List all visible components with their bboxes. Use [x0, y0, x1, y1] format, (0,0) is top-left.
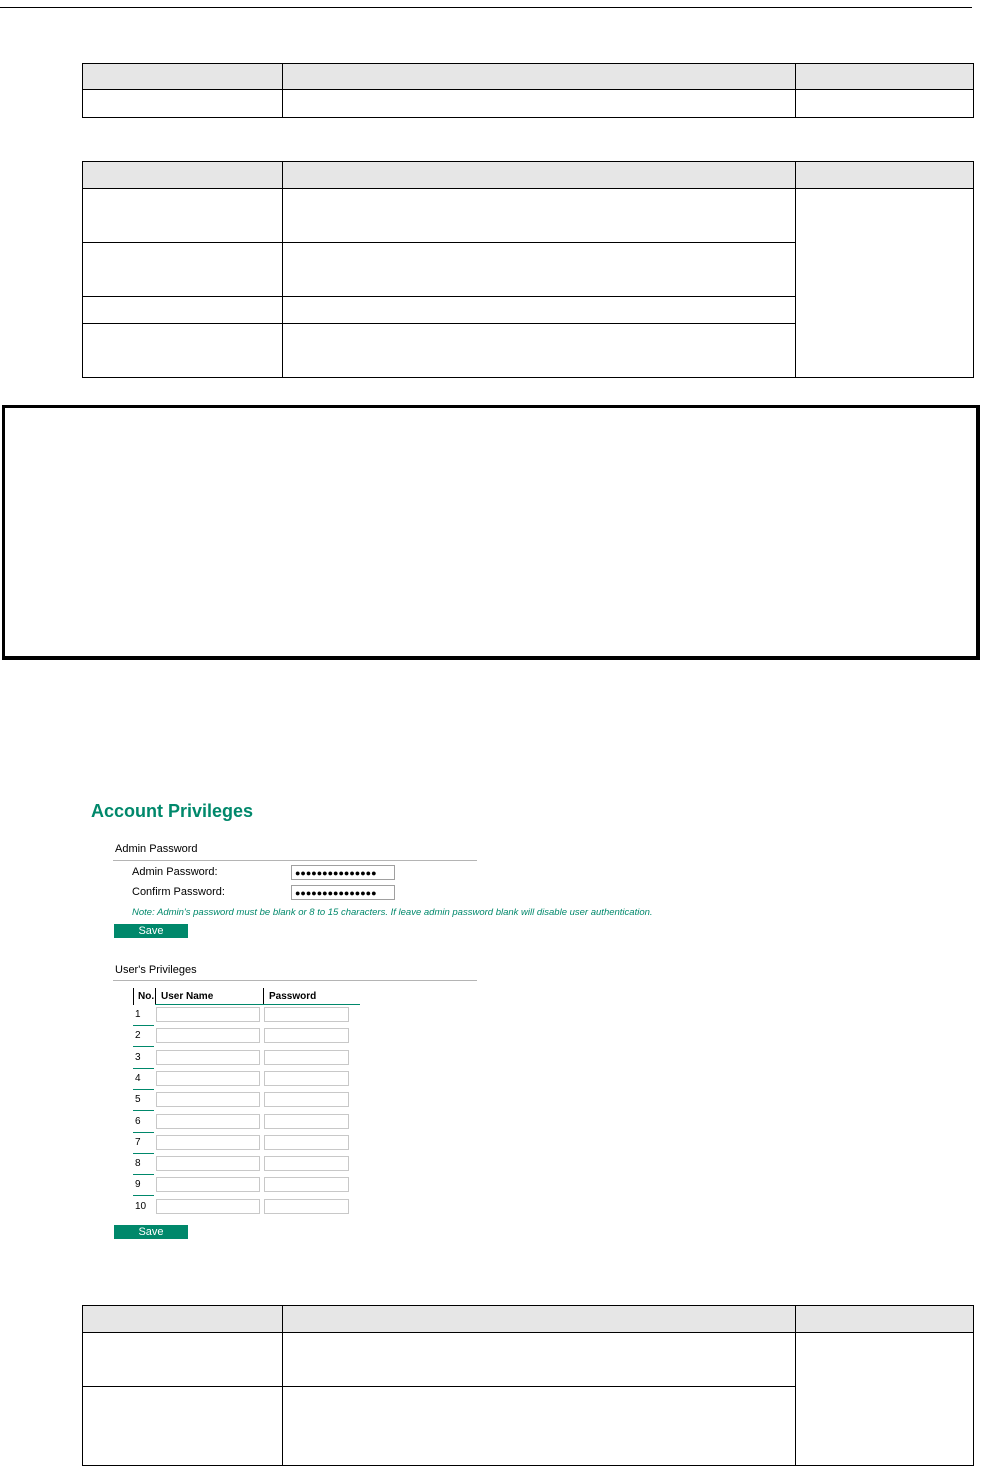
account-privileges-panel [90, 800, 690, 1250]
note-box [2, 405, 980, 660]
row-underline [133, 1174, 154, 1175]
row-number: 7 [135, 1137, 141, 1148]
table-cell [283, 90, 796, 118]
table-cell [796, 1333, 974, 1466]
row-underline [133, 1132, 154, 1133]
settings-table-2 [82, 161, 974, 378]
row-underline [133, 1153, 154, 1154]
settings-table-1 [82, 63, 974, 118]
password-input[interactable] [264, 1092, 349, 1107]
table-header-cell [283, 1306, 796, 1333]
user-name-input[interactable] [156, 1135, 260, 1150]
password-input[interactable] [264, 1114, 349, 1129]
password-input[interactable] [264, 1177, 349, 1192]
table-header-cell [83, 162, 283, 189]
table-cell [283, 297, 796, 324]
row-underline [133, 1068, 154, 1069]
password-input[interactable] [264, 1156, 349, 1171]
page-title: Account Privileges [91, 801, 254, 821]
table-header-cell [796, 1306, 974, 1333]
table-cell [83, 1333, 283, 1387]
row-number: 3 [135, 1052, 141, 1063]
table-cell [283, 189, 796, 243]
column-divider [133, 988, 134, 1005]
admin-password-label: Admin Password: [132, 866, 218, 878]
row-number: 5 [135, 1094, 141, 1105]
settings-table-3 [82, 1305, 974, 1466]
row-number: 9 [135, 1179, 141, 1190]
column-divider [263, 988, 264, 1005]
user-name-input[interactable] [156, 1114, 260, 1129]
table-cell [283, 243, 796, 297]
admin-save-button[interactable]: Save [114, 924, 188, 938]
password-input[interactable] [264, 1071, 349, 1086]
confirm-password-input[interactable]: ●●●●●●●●●●●●●●● [291, 885, 395, 900]
row-underline [133, 1025, 154, 1026]
table-header-cell [83, 64, 283, 90]
user-name-input[interactable] [156, 1177, 260, 1192]
table-cell [796, 90, 974, 118]
table-header-row [83, 64, 974, 90]
table-header-row [83, 1306, 974, 1333]
admin-password-section-title: Admin Password [115, 843, 198, 855]
table-cell [83, 324, 283, 378]
row-underline [133, 1110, 154, 1111]
password-input[interactable] [264, 1199, 349, 1214]
table-header-cell [796, 162, 974, 189]
table-row [83, 90, 974, 118]
row-number: 8 [135, 1158, 141, 1169]
row-underline [133, 1195, 154, 1196]
user-name-input[interactable] [156, 1050, 260, 1065]
table-header-cell [83, 1306, 283, 1333]
column-divider [155, 988, 156, 1005]
password-input[interactable] [264, 1135, 349, 1150]
row-number: 6 [135, 1116, 141, 1127]
users-save-button[interactable]: Save [114, 1225, 188, 1239]
user-name-input[interactable] [156, 1028, 260, 1043]
user-name-input[interactable] [156, 1007, 260, 1022]
column-header-user-name: User Name [161, 991, 214, 1002]
table-row [83, 189, 974, 243]
table-cell [283, 1333, 796, 1387]
table-cell [796, 189, 974, 378]
table-header-row [83, 162, 974, 189]
table-header-cell [796, 64, 974, 90]
header-underline [155, 1004, 360, 1005]
row-underline [133, 1089, 154, 1090]
admin-password-input[interactable]: ●●●●●●●●●●●●●●● [291, 865, 395, 880]
column-header-no: No. [138, 991, 155, 1002]
row-number: 10 [135, 1201, 147, 1212]
row-number: 4 [135, 1073, 141, 1084]
table-cell [83, 189, 283, 243]
table-cell [83, 297, 283, 324]
table-header-cell [283, 64, 796, 90]
user-name-input[interactable] [156, 1156, 260, 1171]
password-input[interactable] [264, 1007, 349, 1022]
page-header-rule [0, 7, 972, 8]
section-divider [113, 980, 477, 981]
confirm-password-label: Confirm Password: [132, 886, 225, 898]
column-header-password: Password [269, 991, 317, 1002]
user-name-input[interactable] [156, 1199, 260, 1214]
table-cell [83, 243, 283, 297]
user-name-input[interactable] [156, 1071, 260, 1086]
row-underline [133, 1046, 154, 1047]
admin-password-note: Note: Admin's password must be blank or 8 to 15 characters. If leave admin password blank will disable user authentication. [132, 907, 653, 918]
table-row [83, 1333, 974, 1387]
table-cell [83, 90, 283, 118]
table-header-cell [283, 162, 796, 189]
users-privileges-section-title: User's Privileges [115, 964, 197, 976]
row-number: 2 [135, 1030, 141, 1041]
row-number: 1 [135, 1009, 141, 1020]
user-name-input[interactable] [156, 1092, 260, 1107]
table-cell [283, 1387, 796, 1466]
table-cell [83, 1387, 283, 1466]
section-divider [113, 860, 477, 861]
password-input[interactable] [264, 1028, 349, 1043]
table-cell [283, 324, 796, 378]
password-input[interactable] [264, 1050, 349, 1065]
